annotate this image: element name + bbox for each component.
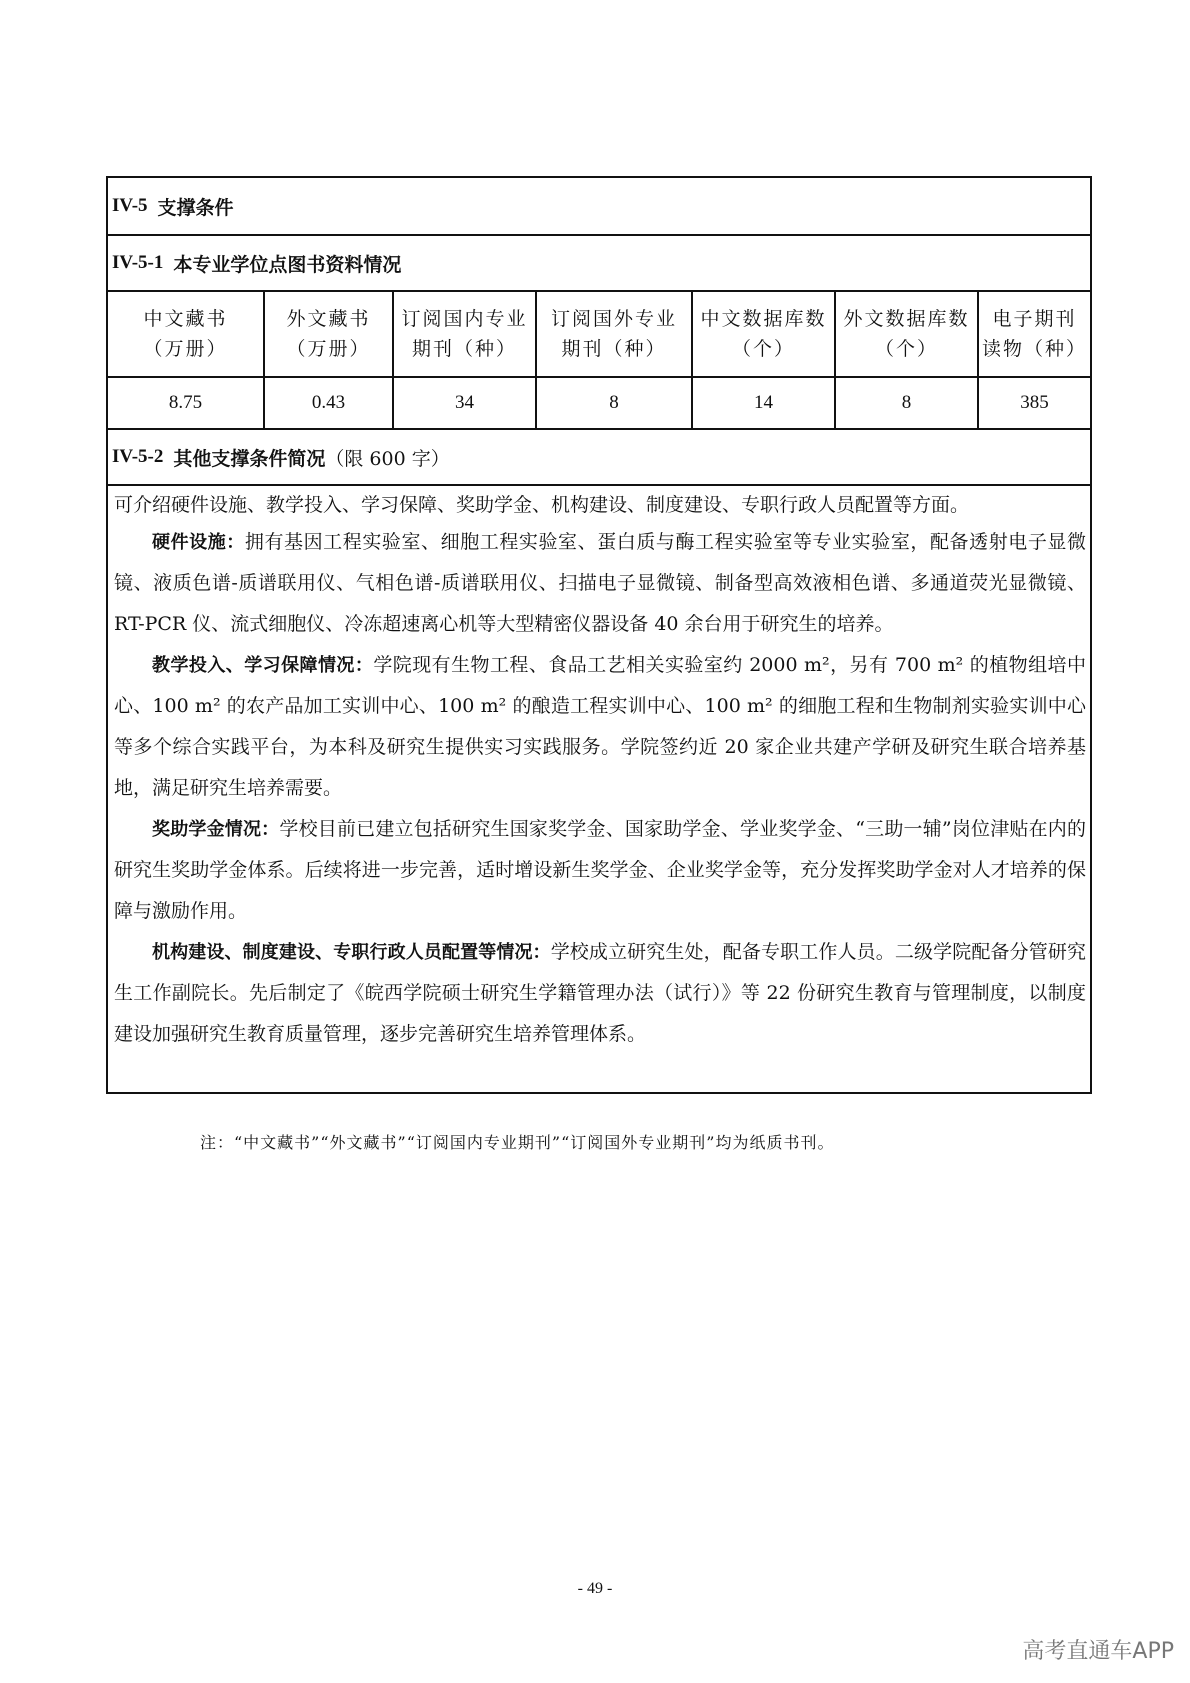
subsection1-title: 本专业学位点图书资料情况 xyxy=(173,253,402,276)
footnote: 注：“中文藏书”“外文藏书”“订阅国内专业期刊”“订阅国外专业期刊”均为纸质书刊。 xyxy=(200,1133,835,1152)
library-resources-grid xyxy=(108,292,1090,430)
table-cell: 8 xyxy=(609,392,619,413)
column-header: 外文藏书 （万册） xyxy=(265,292,392,378)
table-column xyxy=(693,292,836,428)
watermark: 高考直通车APP xyxy=(1022,1639,1174,1664)
column-header: 中文藏书 （万册） xyxy=(108,292,263,378)
word-limit: （限 600 字） xyxy=(325,447,450,470)
table-cell: 34 xyxy=(455,392,474,413)
table-cell: 14 xyxy=(754,392,773,413)
section-title: 支撑条件 xyxy=(157,196,234,219)
table-column xyxy=(265,292,394,428)
table-column xyxy=(979,292,1090,428)
subsection1-header xyxy=(108,236,1090,292)
section-header xyxy=(108,178,1090,236)
column-header: 订阅国外专业 期刊（种） xyxy=(537,292,691,378)
column-header: 订阅国内专业 期刊（种） xyxy=(394,292,535,378)
paragraph-scholarship: 奖助学金情况：学校目前已建立包括研究生国家奖学金、国家助学金、学业奖学金、“三助一辅”岗位津贴在内的研究生奖助学金体系。后续将进一步完善，适时增设新生奖学金、企业奖学金等，充分发挥奖助学金对人才培养的保障与激励作用。 xyxy=(114,818,1087,922)
table-column xyxy=(836,292,979,428)
other-conditions-text xyxy=(114,490,1086,1055)
subsection2-code: IV-5-2 xyxy=(112,446,164,467)
table-cell: 385 xyxy=(1020,392,1049,413)
section-code: IV-5 xyxy=(112,195,148,216)
table-cell: 8.75 xyxy=(168,392,203,413)
subsection2-title: 其他支撑条件简况 xyxy=(173,447,326,470)
column-header: 外文数据库数 （个） xyxy=(836,292,977,378)
table-cell: 8 xyxy=(901,392,912,413)
table-column xyxy=(394,292,537,428)
table-column xyxy=(537,292,693,428)
support-conditions-table xyxy=(106,176,1092,1094)
column-header: 中文数据库数 （个） xyxy=(693,292,834,378)
paragraph-organization: 机构建设、制度建设、专职行政人员配置等情况：学校成立研究生处，配备专职工作人员。二级学院配备分管研究生工作副院长。先后制定了《皖西学院硕士研究生学籍管理办法（试行）》等 22 份研究生教育与管理制度，以制度建设加强研究生教育质量管理，逐步完善研究生培养管理体系。 xyxy=(114,941,1086,1045)
intro-text: 可介绍硬件设施、教学投入、学习保障、奖助学金、机构建设、制度建设、专职行政人员配置等方面。 xyxy=(114,494,970,516)
paragraph-teaching: 教学投入、学习保障情况：学院现有生物工程、食品工艺相关实验室约 2000 m²，另有 700 m² 的植物组培中心、100 m² 的农产品加工实训中心、100 m² 的酿造工程实训中心、100 m² 的细胞工程和生物制剂实验实训中心等多个综合实践平台，为本科及研究生提供实习实践服务。学院签约近 20 家企业共建产学研及研究生联合培养基地，满足研究生培养需要。 xyxy=(114,654,1086,799)
column-header: 电子期刊 读物（种） xyxy=(979,292,1090,378)
page-number: - 49 - xyxy=(577,1580,613,1597)
paragraph-hardware: 硬件设施：拥有基因工程实验室、细胞工程实验室、蛋白质与酶工程实验室等专业实验室，配备透射电子显微镜、液质色谱-质谱联用仪、气相色谱-质谱联用仪、扫描电子显微镜、制备型高效液相色谱、多通道荧光显微镜、RT-PCR 仪、流式细胞仪、冷冻超速离心机等大型精密仪器设备 40 余台用于研究生的培养。 xyxy=(114,531,1086,635)
subsection1-code: IV-5-1 xyxy=(112,252,164,273)
table-column xyxy=(108,292,265,428)
table-cell: 0.43 xyxy=(311,392,346,413)
subsection2-header xyxy=(108,430,1090,486)
